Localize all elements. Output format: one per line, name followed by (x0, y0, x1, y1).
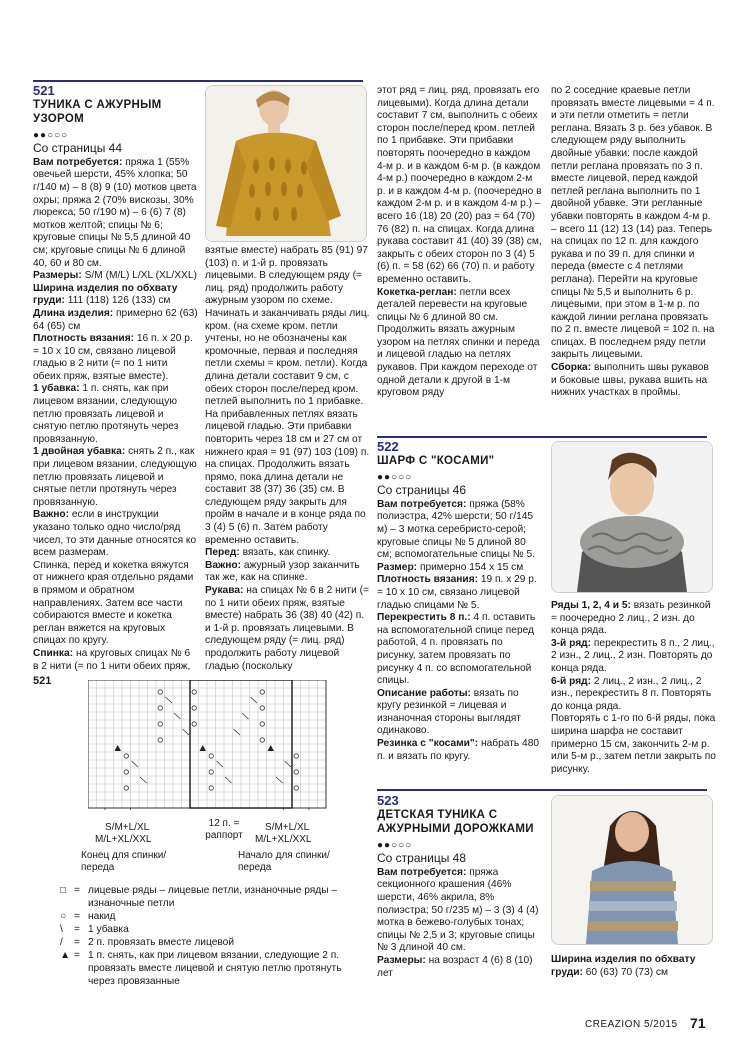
decrease-symbol (251, 697, 258, 703)
legend-equals: = (74, 924, 80, 935)
column-521-text (33, 85, 198, 673)
knitting-chart (33, 675, 373, 873)
rib-label: Резинка с "косами": (377, 738, 479, 750)
column-521-continued (205, 245, 370, 673)
decrease-symbol (132, 761, 139, 767)
back-text: на круговых спицах № 6 в 2 нити (= по 1 нити обеих пряж, (33, 647, 191, 672)
yarn-over-symbol (124, 770, 128, 774)
desc-label: Описание работы: (377, 687, 471, 699)
col4-text: по 2 соседние краевые петли провязать вместе лицевыми = 4 п. и эти петли отметить = петли реглана. Вязать 3 р. без убавок. В следующем ряду выполнить двойные убавки: после каждой петли реглана провязать по 3 п. вместе лицевой, перед каждой петлей реглана выполнить по 1 двойной убавке. Эти регланные убавки повторять в каждом 4-м р. – всего 11 (12) 13 (14) раз. Теперь на спицах по 12 п. для каждого рукава и по 39 п. для спинки и переда (вместе с 4 петлями реглана). Перейти на круговые спицы № 5,5 и выполнить 6 р. лицевыми, при этом в 1-м р. по каждой линии реглана провязать по 2 п. вместе лицевой = 102 п. на спицах. В последнем ряду петли закрыть лицевыми. (551, 85, 715, 361)
desc-text: вязать по кругу резинкой = лицевая и изнаночная стороны выглядят одинаково. (377, 687, 521, 737)
row6-text: 2 лиц., 2 изн., 2 лиц., 2 изн., перекрестить 8 п. Повторять до конца ряда. (551, 675, 712, 712)
width-label: Ширина изделия по обхвату груди: (33, 282, 178, 307)
front-text: вязать, как спинку. (242, 547, 331, 559)
legend-symbol: ▲ (60, 950, 71, 961)
rows1-label: Ряды 1, 2, 4 и 5: (551, 600, 631, 611)
need-label: Вам потребуется: (33, 156, 123, 168)
item-title: ШАРФ С "КОСАМИ" (377, 454, 495, 467)
chart-number: 521 (33, 675, 52, 687)
legend-text: 2 п. провязать вместе лицевой (88, 937, 235, 948)
chart-right-sizes (255, 822, 311, 846)
sizes-text: S/M (M/L) L/XL (XL/XXL) (84, 270, 197, 282)
yarn-over-symbol (192, 722, 196, 726)
rib-text: набрать 480 п. и вязать по кругу. (377, 738, 540, 762)
assembly2-label: Сборка: (551, 362, 592, 374)
yoke-text: петли всех деталей перевести на круговые спицы № 6 длиной 80 см. Продолжить вязать ажурным узором на петлях спинки и переда и лицевой гладью на петлях рукавов. При каждом переходе от одной детали к другой в 1-м круговом ряду (377, 286, 540, 399)
yarn-over-symbol (158, 722, 162, 726)
sizes-label: Размеры: (33, 270, 82, 282)
imp2-text: ажурный узор заканчить так же, как на спинке. (205, 559, 360, 584)
chart-repeat-label: 12 п. = раппорт (205, 818, 243, 841)
cross-label: Перекрестить 8 п.: (377, 612, 471, 624)
chart-right-caption: Начало для спинки/переда (238, 850, 330, 873)
need-label: Вам потребуется: (377, 866, 467, 878)
decrease-symbol (242, 713, 249, 719)
legend-text: лицевые ряды – лицевые петли, изнаночные ряды – изнаночные петли (88, 885, 338, 909)
legend-row (60, 936, 360, 949)
chart-grid (88, 680, 328, 810)
sleeves-text: на спицах № 6 в 2 нити (= по 1 нити обеих пряж, взятые вместе) набрать 36 (38) 40 (42) п. и 1-й р. провязать лицевыми. В следующем ряду (= лиц. ряд) продолжить работу лицевой гладью (поскольку (205, 585, 369, 672)
length-text: примерно 62 (63) 64 (65) см (33, 307, 198, 332)
size-label: Размер: (377, 561, 418, 573)
gauge-text: 19 п. х 29 р. = 10 х 10 см, связано лицевой гладью спицами № 5. (377, 574, 537, 611)
tunic-illustration (206, 86, 366, 241)
size-text: примерно 154 х 15 см (419, 561, 524, 573)
legend-equals: = (74, 937, 80, 948)
section-rule-523 (377, 789, 707, 791)
col3-text: этот ряд = лиц. ряд, провязать его лицевыми). Когда длина детали составит 7 см, выполнить с обеих сторон после/перед кром. петлей по 1 прибавке. Эти прибавки повторять поочередно в каждом 4-м р. и в каждом 6-м р. (в каждом 4-м р.) поочередно в каждом 2-м р. и в каждом 4-м р. (поочередно в каждом 2-м р. и в каждом 4-м р.) – всего 16 (18) 20 (20) раз = 64 (70) 76 (82) п. на спицах. Когда длина рукава составит 41 (40) 39 (38) см, закрыть с обеих сторон по 3 (4) 5 (6) п. = 58 (62) 66 (70) п. и работу временно оставить. (377, 85, 542, 285)
column-521-part4 (551, 85, 716, 400)
difficulty-dots: ●●○○○ (377, 839, 413, 851)
difficulty-dots: ●●○○○ (33, 129, 69, 141)
item-title-line1: ДЕТСКАЯ ТУНИКА С (377, 808, 498, 821)
sleeves-label: Рукава: (205, 585, 244, 597)
important-text: если в инструкции указано только одно число/ряд чисел, то эти данные относятся ко всем размерам. (33, 509, 197, 559)
item-number: 522 (377, 439, 399, 454)
child-tunic-illustration (552, 796, 712, 944)
decrease-symbol (174, 713, 181, 719)
gauge-text: 16 п. х 20 р. = 10 х 10 см, связано лицевой гладью в 2 нити (= по 1 нити обеих пряж, взятые вместе). (33, 333, 193, 382)
column-522-rows (551, 600, 716, 776)
dec1-text: 1 п. снять, как при лицевом вязании, следующую петлю провязать лицевой и снятую петлю протянуть через провязанную. (33, 383, 179, 445)
legend-row (60, 923, 360, 936)
item-title-line1: ТУНИКА С АЖУРНЫМ (33, 98, 162, 111)
column-523-text (377, 795, 542, 980)
cross-text: 4 п. оставить на вспомогательной спице перед работой, 4 п. провязать по рисунку, затем провязать по рисунку 4 п. со вспомогательной спицы. (377, 612, 536, 687)
yarn-over-symbol (260, 706, 264, 710)
chart-legend (60, 884, 360, 988)
item-title (33, 98, 198, 126)
yarn-over-symbol (158, 706, 162, 710)
yarn-over-symbol (124, 786, 128, 790)
important-label: Важно: (33, 509, 70, 521)
column-523-width (551, 954, 716, 979)
legend-text: 1 убавка (88, 924, 129, 935)
yarn-over-symbol (294, 786, 298, 790)
yarn-over-symbol (192, 690, 196, 694)
left-size-bottom: M/L+XL/XXL (95, 834, 152, 845)
decrease-symbol (217, 761, 224, 767)
yarn-over-symbol (158, 690, 162, 694)
rows1-text: вязать резинкой = поочередно 2 лиц., 2 изн. до конца ряда. (551, 600, 711, 637)
assembly2-text: выполнить швы рукавов и боковые швы, рукава вшить на нижних участках в проймы. (551, 362, 709, 399)
yarn-over-symbol (260, 690, 264, 694)
decrease-symbol (166, 697, 173, 703)
assembly-text: Спинка, перед и кокетка вяжутся от нижнего края отдельно рядами в прямом и обратном направлениях. Затем все части собираются вместе и кокетка реглан вяжется на круговых спицах по кругу. (33, 559, 194, 647)
yarn-over-symbol (124, 754, 128, 758)
item-title (377, 808, 542, 836)
width-label: Ширина изделия по обхвату груди: (551, 954, 696, 978)
left-size-top: S/M+L/XL (105, 822, 150, 833)
decrease-symbol (140, 777, 147, 783)
width-text: 111 (118) 126 (133) см (67, 295, 171, 307)
legend-symbol: ○ (60, 911, 67, 922)
right-size-bottom: M/L+XL/XXL (255, 834, 312, 845)
legend-equals: = (74, 885, 80, 896)
double-decrease-symbol (268, 745, 275, 751)
imp2-label: Важно: (205, 559, 242, 571)
need-text: пряжа секционного крашения (46% шерсти, 46% акрила, 8% полиэстра; 50 г/235 м) – 3 (3) 4 (4) мотка в бежево-голубых тонах; спицы № 2,5 и 3; круговые спицы № 3 длиной 40 см. (377, 866, 539, 954)
item-number: 521 (33, 83, 55, 98)
photo-child-tunic (551, 795, 713, 945)
photo-scarf (551, 441, 713, 593)
legend-equals: = (74, 950, 80, 961)
item-title-line2: УЗОРОМ (33, 112, 84, 125)
yarn-over-symbol (260, 738, 264, 742)
need-label: Вам потребуется: (377, 498, 467, 510)
column-522-text (377, 441, 542, 763)
col2-text: взятые вместе) набрать 85 (91) 97 (103) п. и 1-й р. провязать лицевыми. В следующем ряду (= лиц. ряд) продолжить работу ажурным узором по схеме. Начинать и заканчивать ряды лиц. кром. (на схеме кром. петли учтены, но не обозначены как кромочные, первая и последняя петли схемы = кром. петли). Когда длина детали составит 9 см, с обеих сторон после/перед кром. петлей выполнить по 1 прибавке. На прибавленных петлях вязать лицевой гладью. Эти прибавки повторить через 18 см и 27 см от нижнего края = 91 (97) 103 (109) п. на спицах. Продолжить вязать прямо, пока длина детали не составит 38 (37) 36 (35) см. В следующем ряду закрыть для пройм в начале и в конце ряда по 3 (4) 5 (6) п. Затем работу временно оставить. (205, 245, 370, 546)
chart-left-sizes (95, 822, 151, 846)
decrease-symbol (183, 729, 190, 735)
dec2-text: снять 2 п., как при лицевом вязании, следующую петлю провязать лицевой и снятые петли протянуть через провязанную. (33, 446, 197, 508)
right-size-top: S/M+L/XL (265, 822, 310, 833)
dec2-label: 1 двойная убавка: (33, 446, 126, 458)
yarn-over-symbol (192, 706, 196, 710)
yarn-over-symbol (294, 754, 298, 758)
dec1-label: 1 убавка: (33, 383, 80, 395)
legend-row (60, 949, 360, 988)
yarn-over-symbol (209, 770, 213, 774)
repeat-text: Повторять с 1-го по 6-й ряды, пока ширина шарфа не составит примерно 15 см, закончить 2-м р. или 5-м р., затем петли закрыть по рисунку. (551, 713, 716, 775)
row6-label: 6-й ряд: (551, 675, 592, 687)
sizes-text: на возраст 4 (6) 8 (10) лет (377, 954, 533, 979)
row3-label: 3-й ряд: (551, 637, 592, 649)
difficulty-dots: ●●○○○ (377, 471, 413, 483)
yarn-over-symbol (209, 754, 213, 758)
sizes-label: Размеры: (377, 954, 426, 966)
page-number: 71 (690, 1015, 706, 1031)
yoke-label: Кокетка-реглан: (377, 286, 457, 298)
legend-equals: = (74, 911, 80, 922)
yarn-over-symbol (294, 770, 298, 774)
legend-text: накид (88, 911, 116, 922)
legend-row (60, 910, 360, 923)
gauge-label: Плотность вязания: (377, 574, 479, 586)
from-page: Со страницы 48 (377, 851, 467, 866)
from-page: Со страницы 46 (377, 483, 467, 498)
decrease-symbol (234, 729, 241, 735)
legend-text: 1 п. снять, как при лицевом вязании, следующие 2 п. провязать вместе лицевой и снятую петлю протянуть через провязанные (88, 950, 342, 987)
front-label: Перед: (205, 547, 240, 559)
yarn-over-symbol (158, 738, 162, 742)
back-label: Спинка: (33, 647, 74, 659)
from-page: Со страницы 44 (33, 141, 123, 156)
decrease-symbol (276, 777, 283, 783)
double-decrease-symbol (200, 745, 207, 751)
photo-tunic-mustard (205, 85, 367, 242)
section-rule-522 (377, 436, 707, 438)
need-text: пряжа (58% полиэстра, 42% шерсти; 50 г/145 м) – 3 мотка серебристо-серой; круговые спицы № 5 длиной 80 см; вспомогательные спицы № 5. (377, 498, 536, 561)
legend-symbol: / (60, 937, 63, 948)
item-number: 523 (377, 793, 399, 808)
yarn-over-symbol (209, 786, 213, 790)
legend-symbol: \ (60, 924, 63, 935)
decrease-symbol (285, 761, 292, 767)
legend-row (60, 884, 360, 910)
gauge-label: Плотность вязания: (33, 333, 135, 345)
need-text: пряжа 1 (55% овечьей шерсти, 45% хлопка; 50 г/140 м) – 8 (8) 9 (10) мотков цвета охры; пряжа 2 (70% вискозы, 30% люрекса; 50 г/190 м) – 6 (6) 7 (8) мотков желтой; спицы № 6; круговые спицы № 5,5 длиной 40 см; круговые спицы № 6 длиной 40, 60 и 80 см. (33, 156, 197, 269)
column-521-part3 (377, 85, 542, 400)
chart-left-caption: Конец для спинки/переда (81, 850, 167, 873)
section-rule-521 (33, 80, 363, 82)
row3-text: перекрестить 8 п., 2 лиц., 2 изн., 2 лиц., 2 изн. Повторять до конца ряда. (551, 637, 715, 674)
legend-symbol: □ (60, 885, 67, 896)
item-title-line2: АЖУРНЫМИ ДОРОЖКАМИ (377, 822, 534, 835)
scarf-illustration (552, 442, 712, 592)
decrease-symbol (225, 777, 232, 783)
yarn-over-symbol (260, 722, 264, 726)
magazine-name: CREAZION 5/2015 (585, 1019, 678, 1030)
width-text: 60 (63) 70 (73) см (585, 966, 669, 978)
double-decrease-symbol (115, 745, 122, 751)
length-label: Длина изделия: (33, 307, 114, 319)
